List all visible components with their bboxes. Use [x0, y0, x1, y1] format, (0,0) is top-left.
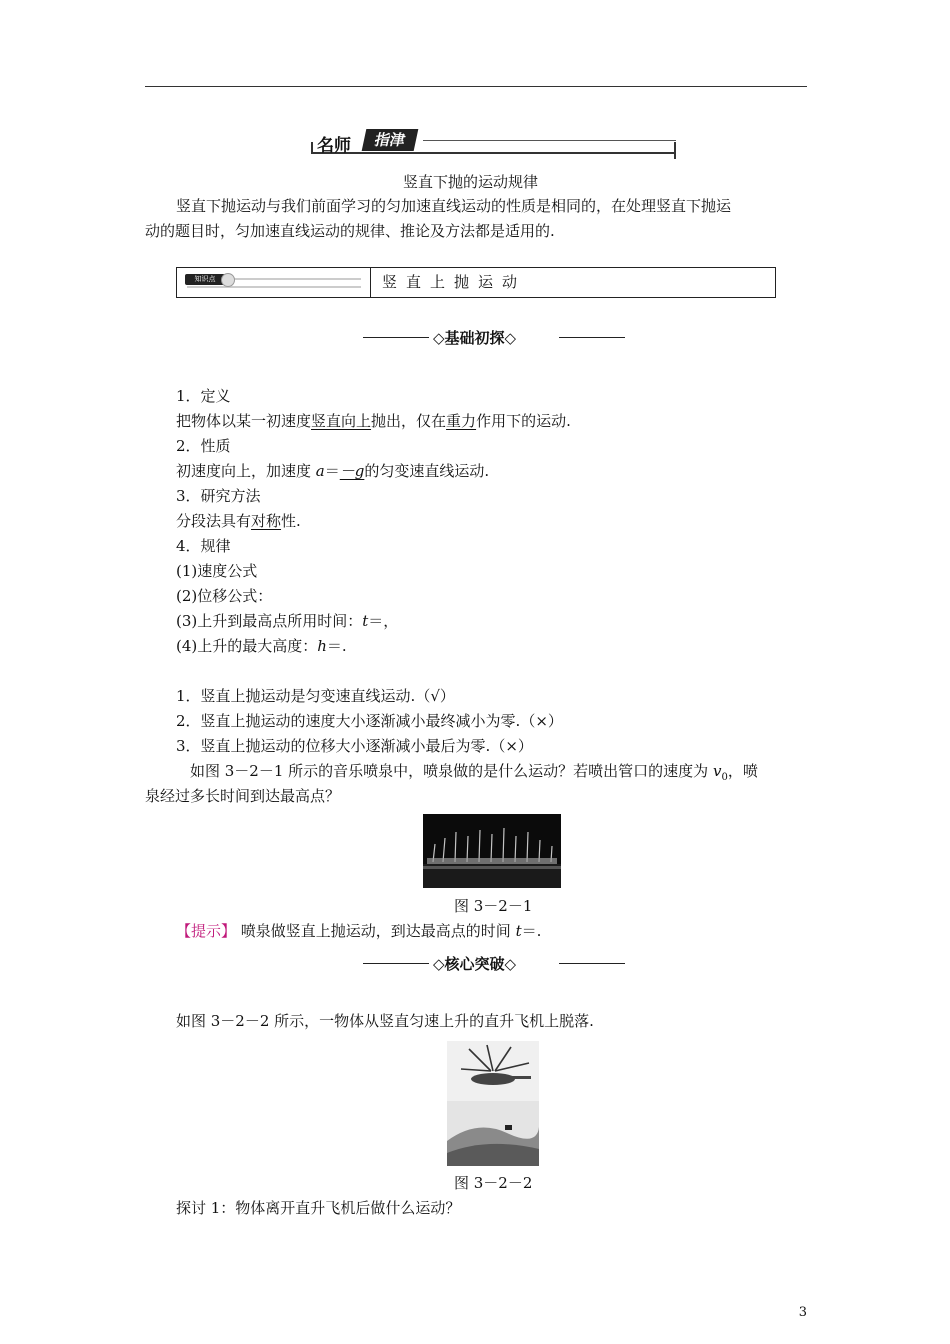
item-heading: 3．研究方法 — [176, 487, 261, 505]
banner-prefix: 名师 — [317, 136, 351, 156]
banner-tag: 指津 — [362, 129, 419, 151]
paragraph-line: 竖直下抛运动与我们前面学习的匀加速直线运动的性质是相同的，在处理竖直下抛运 — [176, 197, 732, 215]
page-number: 3 — [798, 1305, 807, 1320]
header-rule — [145, 86, 807, 87]
divider-label: ◇核心突破◇ — [433, 955, 517, 973]
section-title-downward-throw: 竖直下抛的运动规律 — [403, 173, 539, 191]
helicopter-photo — [447, 1041, 539, 1166]
blank-answer: 竖直向上 — [311, 412, 372, 430]
core-intro: 如图 3－2－2 所示，一物体从竖直匀速上升的直升飞机上脱落. — [176, 1012, 594, 1030]
law-line: (3)上升到最高点所用时间：t＝， — [176, 612, 399, 630]
hint-label: 【提示】 — [176, 922, 237, 940]
judgement-item: 3．竖直上抛运动的位移大小逐渐减小最后为零.（×） — [176, 737, 533, 755]
judgement-item: 1．竖直上抛运动是匀变速直线运动.（√） — [176, 687, 455, 705]
law-line: (2)位移公式： — [176, 587, 273, 605]
knowledge-point-label: 知识点 — [185, 274, 225, 285]
knowledge-point-box — [176, 267, 776, 298]
figure-caption: 图 3－2－1 — [454, 897, 533, 915]
paragraph-line: 动的题目时，匀加速直线运动的规律、推论及方法都是适用的. — [145, 222, 555, 240]
knowledge-point-title: 竖直上抛运动 — [382, 273, 527, 291]
item-heading: 4．规律 — [176, 537, 231, 555]
famous-teacher-banner — [311, 128, 676, 160]
method-line: 分段法具有对称性. — [176, 512, 301, 530]
item-heading: 1．定义 — [176, 387, 231, 405]
hint-line: 【提示】 喷泉做竖直上抛运动，到达最高点的时间 t＝. — [176, 922, 542, 940]
blank-answer: 重力 — [446, 412, 477, 430]
section-divider-basic — [363, 327, 625, 347]
law-line: (1)速度公式 — [176, 562, 258, 580]
item-heading: 2．性质 — [176, 437, 231, 455]
figure-caption: 图 3－2－2 — [454, 1174, 533, 1192]
definition-line: 把物体以某一初速度竖直向上抛出，仅在重力作用下的运动. — [176, 412, 571, 430]
divider-label: ◇基础初探◇ — [433, 329, 517, 347]
question-line: 如图 3－2－1 所示的音乐喷泉中，喷泉做的是什么运动？若喷出管口的速度为 $v_0$，喷 — [190, 762, 758, 783]
knowledge-point-dot-icon — [221, 273, 235, 287]
fountain-photo — [423, 814, 561, 888]
section-divider-core — [363, 953, 625, 973]
judgement-item: 2．竖直上抛运动的速度大小逐渐减小最终减小为零.（×） — [176, 712, 563, 730]
blank-answer: －g — [339, 462, 365, 480]
discussion-question: 探讨 1：物体离开直升飞机后做什么运动？ — [176, 1199, 461, 1217]
question-line: 泉经过多长时间到达最高点？ — [145, 787, 341, 805]
law-line: (4)上升的最大高度：h＝. — [176, 637, 347, 655]
blank-answer: 对称 — [251, 512, 282, 530]
property-line: 初速度向上，加速度 a＝－g的匀变速直线运动. — [176, 462, 490, 480]
knowledge-point-tag — [177, 268, 371, 297]
